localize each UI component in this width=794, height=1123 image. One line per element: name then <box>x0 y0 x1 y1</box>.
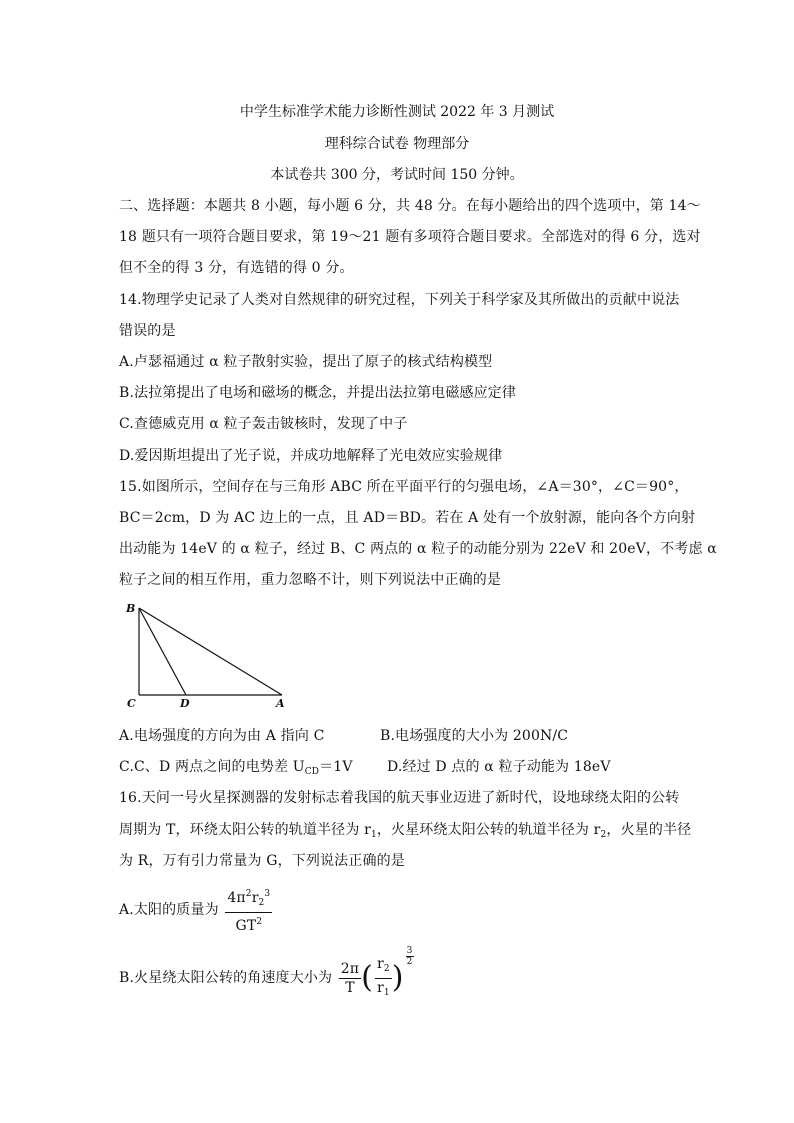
numerator-r: r <box>251 890 259 906</box>
q14-option-a: A.卢瑟福通过 α 粒子散射实验，提出了原子的核式结构模型 <box>119 354 493 370</box>
exam-subtitle: 理科综合试卷 物理部分 <box>324 136 470 152</box>
section-instruction-line3: 但不全的得 3 分，有选错的得 0 分。 <box>119 260 354 276</box>
q14-option-c: C.查德威克用 α 粒子轰击铍核时，发现了中子 <box>119 416 408 432</box>
q16-stem-line2-part1: 周期为 T，环绕太阳公转的轨道半径为 r <box>119 822 371 838</box>
radius-ratio-denominator <box>375 979 392 1001</box>
vertex-label-a: A <box>276 697 285 710</box>
q15-option-c-prefix: C.C、D 两点之间的电势差 U <box>119 759 305 775</box>
r2-subscript: 2 <box>600 830 607 840</box>
segment-bd <box>139 608 186 695</box>
denominator-sup-2: 2 <box>256 917 263 927</box>
q14-option-b: B.法拉第提出了电场和磁场的概念，并提出法拉第电磁感应定律 <box>119 385 517 401</box>
sun-mass-numerator <box>225 886 272 913</box>
sun-mass-denominator <box>225 913 272 934</box>
section-instruction-line1: 二、选择题：本题共 8 小题，每小题 6 分，共 48 分。在每小题给出的四个选项中，第 14～ <box>119 198 701 214</box>
q15-option-c-suffix: ＝1V <box>319 759 353 775</box>
numerator-r-sub: 2 <box>258 898 265 908</box>
q15-stem-line2: BC＝2cm，D 为 AC 边上的一点，且 AD＝BD。若在 A 处有一个放射源，能向各个方向射 <box>119 510 696 526</box>
numerator-sup-2: 2 <box>245 889 252 899</box>
denominator-gt: GT <box>235 918 257 934</box>
angular-velocity-fraction <box>339 961 361 996</box>
q15-stem-line4: 粒子之间的相互作用，重力忽略不计，则下列说法中正确的是 <box>119 572 502 588</box>
ratio-r1-sub: 1 <box>383 987 390 998</box>
q16-stem-line3: 为 R，万有引力常量为 G，下列说法正确的是 <box>119 853 405 869</box>
q15-stem-line1: 15.如图所示，空间存在与三角形 ABC 所在平面平行的匀强电场，∠A＝30°，∠C＝90°， <box>119 479 689 495</box>
fraction-t: T <box>345 979 355 996</box>
q16-option-b-text: B.火星绕太阳公转的角速度大小为 <box>119 970 333 986</box>
ratio-r2-sub: 2 <box>383 963 390 974</box>
q16-stem-line1: 16.天问一号火星探测器的发射标志着我国的航天事业迈进了新时代，设地球绕太阳的公转 <box>119 790 680 806</box>
exponent-fraction <box>406 946 414 967</box>
vertex-label-b: B <box>126 602 136 615</box>
q15-stem-line3: 出动能为 14eV 的 α 粒子，经过 B、C 两点的 α 粒子的动能分别为 22eV 和 20eV，不考虑 α <box>119 541 717 557</box>
q16-stem-line2 <box>119 821 691 844</box>
exponent-2: 2 <box>406 957 413 967</box>
numerator-4pi: 4π <box>227 890 246 906</box>
q14-stem-line1: 14.物理学史记录了人类对自然规律的研究过程，下列关于科学家及其所做出的贡献中说法 <box>119 292 680 308</box>
q15-option-a: A.电场强度的方向为由 A 指向 C <box>119 728 325 744</box>
q14-option-d: D.爱因斯坦提出了光子说，并成功地解释了光电效应实验规律 <box>119 448 503 464</box>
triangle-figure <box>119 598 299 710</box>
sun-mass-fraction <box>225 886 272 934</box>
radius-ratio-fraction <box>375 956 392 1001</box>
r1-subscript: 1 <box>370 830 377 840</box>
exponent-3: 3 <box>406 946 413 956</box>
left-paren: ( <box>361 960 374 995</box>
ratio-r2: r <box>377 955 384 972</box>
exam-title: 中学生标准学术能力诊断性测试 2022 年 3 月测试 <box>239 104 555 120</box>
vertex-label-c: C <box>127 697 136 710</box>
radius-ratio-numerator <box>375 956 392 979</box>
q16-option-b <box>119 946 414 1003</box>
q15-option-c <box>119 758 353 781</box>
side-ba <box>139 608 282 695</box>
exam-info: 本试卷共 300 分，考试时间 150 分钟。 <box>270 167 524 183</box>
q16-option-a <box>119 886 272 934</box>
ratio-r1: r <box>377 979 384 996</box>
section-instruction-line2: 18 题只有一项符合题目要求，第 19～21 题有多项符合题目要求。全部选对的得 6 分，选对 <box>119 229 701 245</box>
q15-option-d: D.经过 D 点的 α 粒子动能为 18eV <box>387 759 611 775</box>
q15-option-b: B.电场强度的大小为 200N/C <box>380 728 569 744</box>
point-label-d: D <box>180 697 190 710</box>
fraction-2pi: 2π <box>340 960 360 977</box>
q16-stem-line2-part3: ，火星的半径 <box>606 822 692 838</box>
q14-stem-line2: 错误的是 <box>119 323 176 339</box>
numerator-sup-3: 3 <box>264 889 271 899</box>
right-paren: ) <box>391 960 404 995</box>
q16-stem-line2-part2: ，火星环绕太阳公转的轨道半径为 r <box>376 822 601 838</box>
q16-option-a-text: A.太阳的质量为 <box>119 902 219 918</box>
q15-option-c-subscript: CD <box>304 767 320 777</box>
